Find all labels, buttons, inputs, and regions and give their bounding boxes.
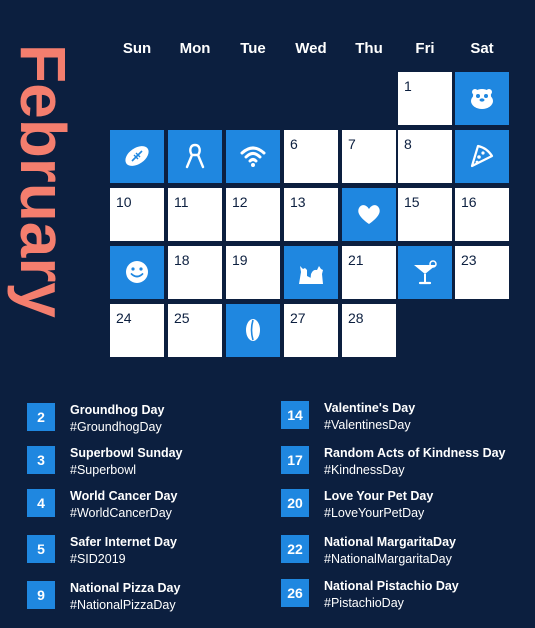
event-item (281, 535, 521, 579)
event-title: Love Your Pet Day (324, 489, 434, 503)
day-number: 21 (348, 252, 364, 268)
day-cell-20[interactable] (284, 246, 338, 299)
day-number: 15 (404, 194, 420, 210)
event-hashtag[interactable]: #SID2019 (70, 552, 126, 566)
ribbon-icon (181, 142, 209, 170)
day-cell-7[interactable] (342, 130, 396, 183)
day-cell-3[interactable] (110, 130, 164, 183)
event-day-badge: 2 (27, 403, 55, 431)
event-item (27, 446, 267, 490)
weekday-mon: Mon (179, 40, 211, 57)
margarita-icon (411, 258, 439, 286)
event-day-badge: 3 (27, 446, 55, 474)
event-item (281, 489, 521, 533)
event-day-badge: 26 (281, 579, 309, 607)
day-number: 8 (404, 136, 412, 152)
event-hashtag[interactable]: #ValentinesDay (324, 418, 411, 432)
day-number: 7 (348, 136, 356, 152)
day-number: 10 (116, 194, 132, 210)
event-hashtag[interactable]: #PistachioDay (324, 596, 404, 610)
day-cell-4[interactable] (168, 130, 222, 183)
day-cell-12[interactable] (226, 188, 280, 241)
day-cell-8[interactable] (398, 130, 452, 183)
day-cell-9[interactable] (455, 130, 509, 183)
day-cell-21[interactable] (342, 246, 396, 299)
event-item (281, 401, 521, 445)
event-hashtag[interactable]: #GroundhogDay (70, 420, 162, 434)
event-hashtag[interactable]: #WorldCancerDay (70, 506, 172, 520)
smiley-icon (123, 258, 151, 286)
football-icon (123, 142, 151, 170)
event-item (281, 446, 521, 490)
event-title: National MargaritaDay (324, 535, 456, 549)
day-number: 12 (232, 194, 248, 210)
day-cell-28[interactable] (342, 304, 396, 357)
event-hashtag[interactable]: #LoveYourPetDay (324, 506, 425, 520)
event-title: National Pistachio Day (324, 579, 459, 593)
event-title: National Pizza Day (70, 581, 181, 595)
event-day-badge: 9 (27, 581, 55, 609)
weekday-fri: Fri (415, 40, 435, 57)
event-item (27, 489, 267, 533)
event-item (27, 535, 267, 579)
pets-icon (297, 258, 325, 286)
month-title: February (7, 44, 79, 318)
day-number: 18 (174, 252, 190, 268)
day-cell-17[interactable] (110, 246, 164, 299)
event-title: World Cancer Day (70, 489, 178, 503)
event-day-badge: 22 (281, 535, 309, 563)
day-cell-25[interactable] (168, 304, 222, 357)
day-number: 13 (290, 194, 306, 210)
day-cell-27[interactable] (284, 304, 338, 357)
event-title: Valentine's Day (324, 401, 416, 415)
event-day-badge: 4 (27, 489, 55, 517)
day-number: 27 (290, 310, 306, 326)
event-hashtag[interactable]: #Superbowl (70, 463, 137, 477)
weekday-sat: Sat (470, 40, 494, 57)
event-item (281, 579, 521, 623)
day-cell-23[interactable] (455, 246, 509, 299)
day-cell-18[interactable] (168, 246, 222, 299)
day-cell-2[interactable] (455, 72, 509, 125)
day-cell-6[interactable] (284, 130, 338, 183)
day-cell-22[interactable] (398, 246, 452, 299)
pizza-icon (468, 142, 496, 170)
event-title: Groundhog Day (70, 403, 165, 417)
event-title: Random Acts of Kindness Day (324, 446, 506, 460)
day-cell-26[interactable] (226, 304, 280, 357)
event-day-badge: 14 (281, 401, 309, 429)
event-item (27, 403, 267, 447)
day-number: 23 (461, 252, 477, 268)
day-number: 11 (174, 194, 189, 210)
event-title: Superbowl Sunday (70, 446, 183, 460)
groundhog-icon (468, 84, 496, 112)
day-number: 6 (290, 136, 298, 152)
event-day-badge: 20 (281, 489, 309, 517)
weekday-sun: Sun (122, 40, 152, 57)
day-number: 19 (232, 252, 248, 268)
weekday-thu: Thu (355, 40, 383, 57)
day-cell-10[interactable] (110, 188, 164, 241)
day-number: 28 (348, 310, 364, 326)
wifi-icon (239, 142, 267, 170)
event-hashtag[interactable]: #NationalPizzaDay (70, 598, 176, 612)
event-day-badge: 5 (27, 535, 55, 563)
event-day-badge: 17 (281, 446, 309, 474)
event-hashtag[interactable]: #KindnessDay (324, 463, 405, 477)
heart-icon (355, 200, 383, 228)
day-cell-14[interactable] (342, 188, 396, 241)
day-number: 1 (404, 78, 412, 94)
event-title: Safer Internet Day (70, 535, 177, 549)
day-cell-11[interactable] (168, 188, 222, 241)
day-number: 16 (461, 194, 477, 210)
day-number: 24 (116, 310, 132, 326)
pistachio-icon (239, 316, 267, 344)
event-item (27, 581, 267, 625)
day-cell-16[interactable] (455, 188, 509, 241)
day-cell-13[interactable] (284, 188, 338, 241)
day-number: 25 (174, 310, 190, 326)
weekday-tue: Tue (240, 40, 266, 57)
day-cell-1[interactable] (398, 72, 452, 125)
event-hashtag[interactable]: #NationalMargaritaDay (324, 552, 452, 566)
day-cell-24[interactable] (110, 304, 164, 357)
day-cell-15[interactable] (398, 188, 452, 241)
day-cell-19[interactable] (226, 246, 280, 299)
weekday-wed: Wed (295, 40, 327, 57)
day-cell-5[interactable] (226, 130, 280, 183)
